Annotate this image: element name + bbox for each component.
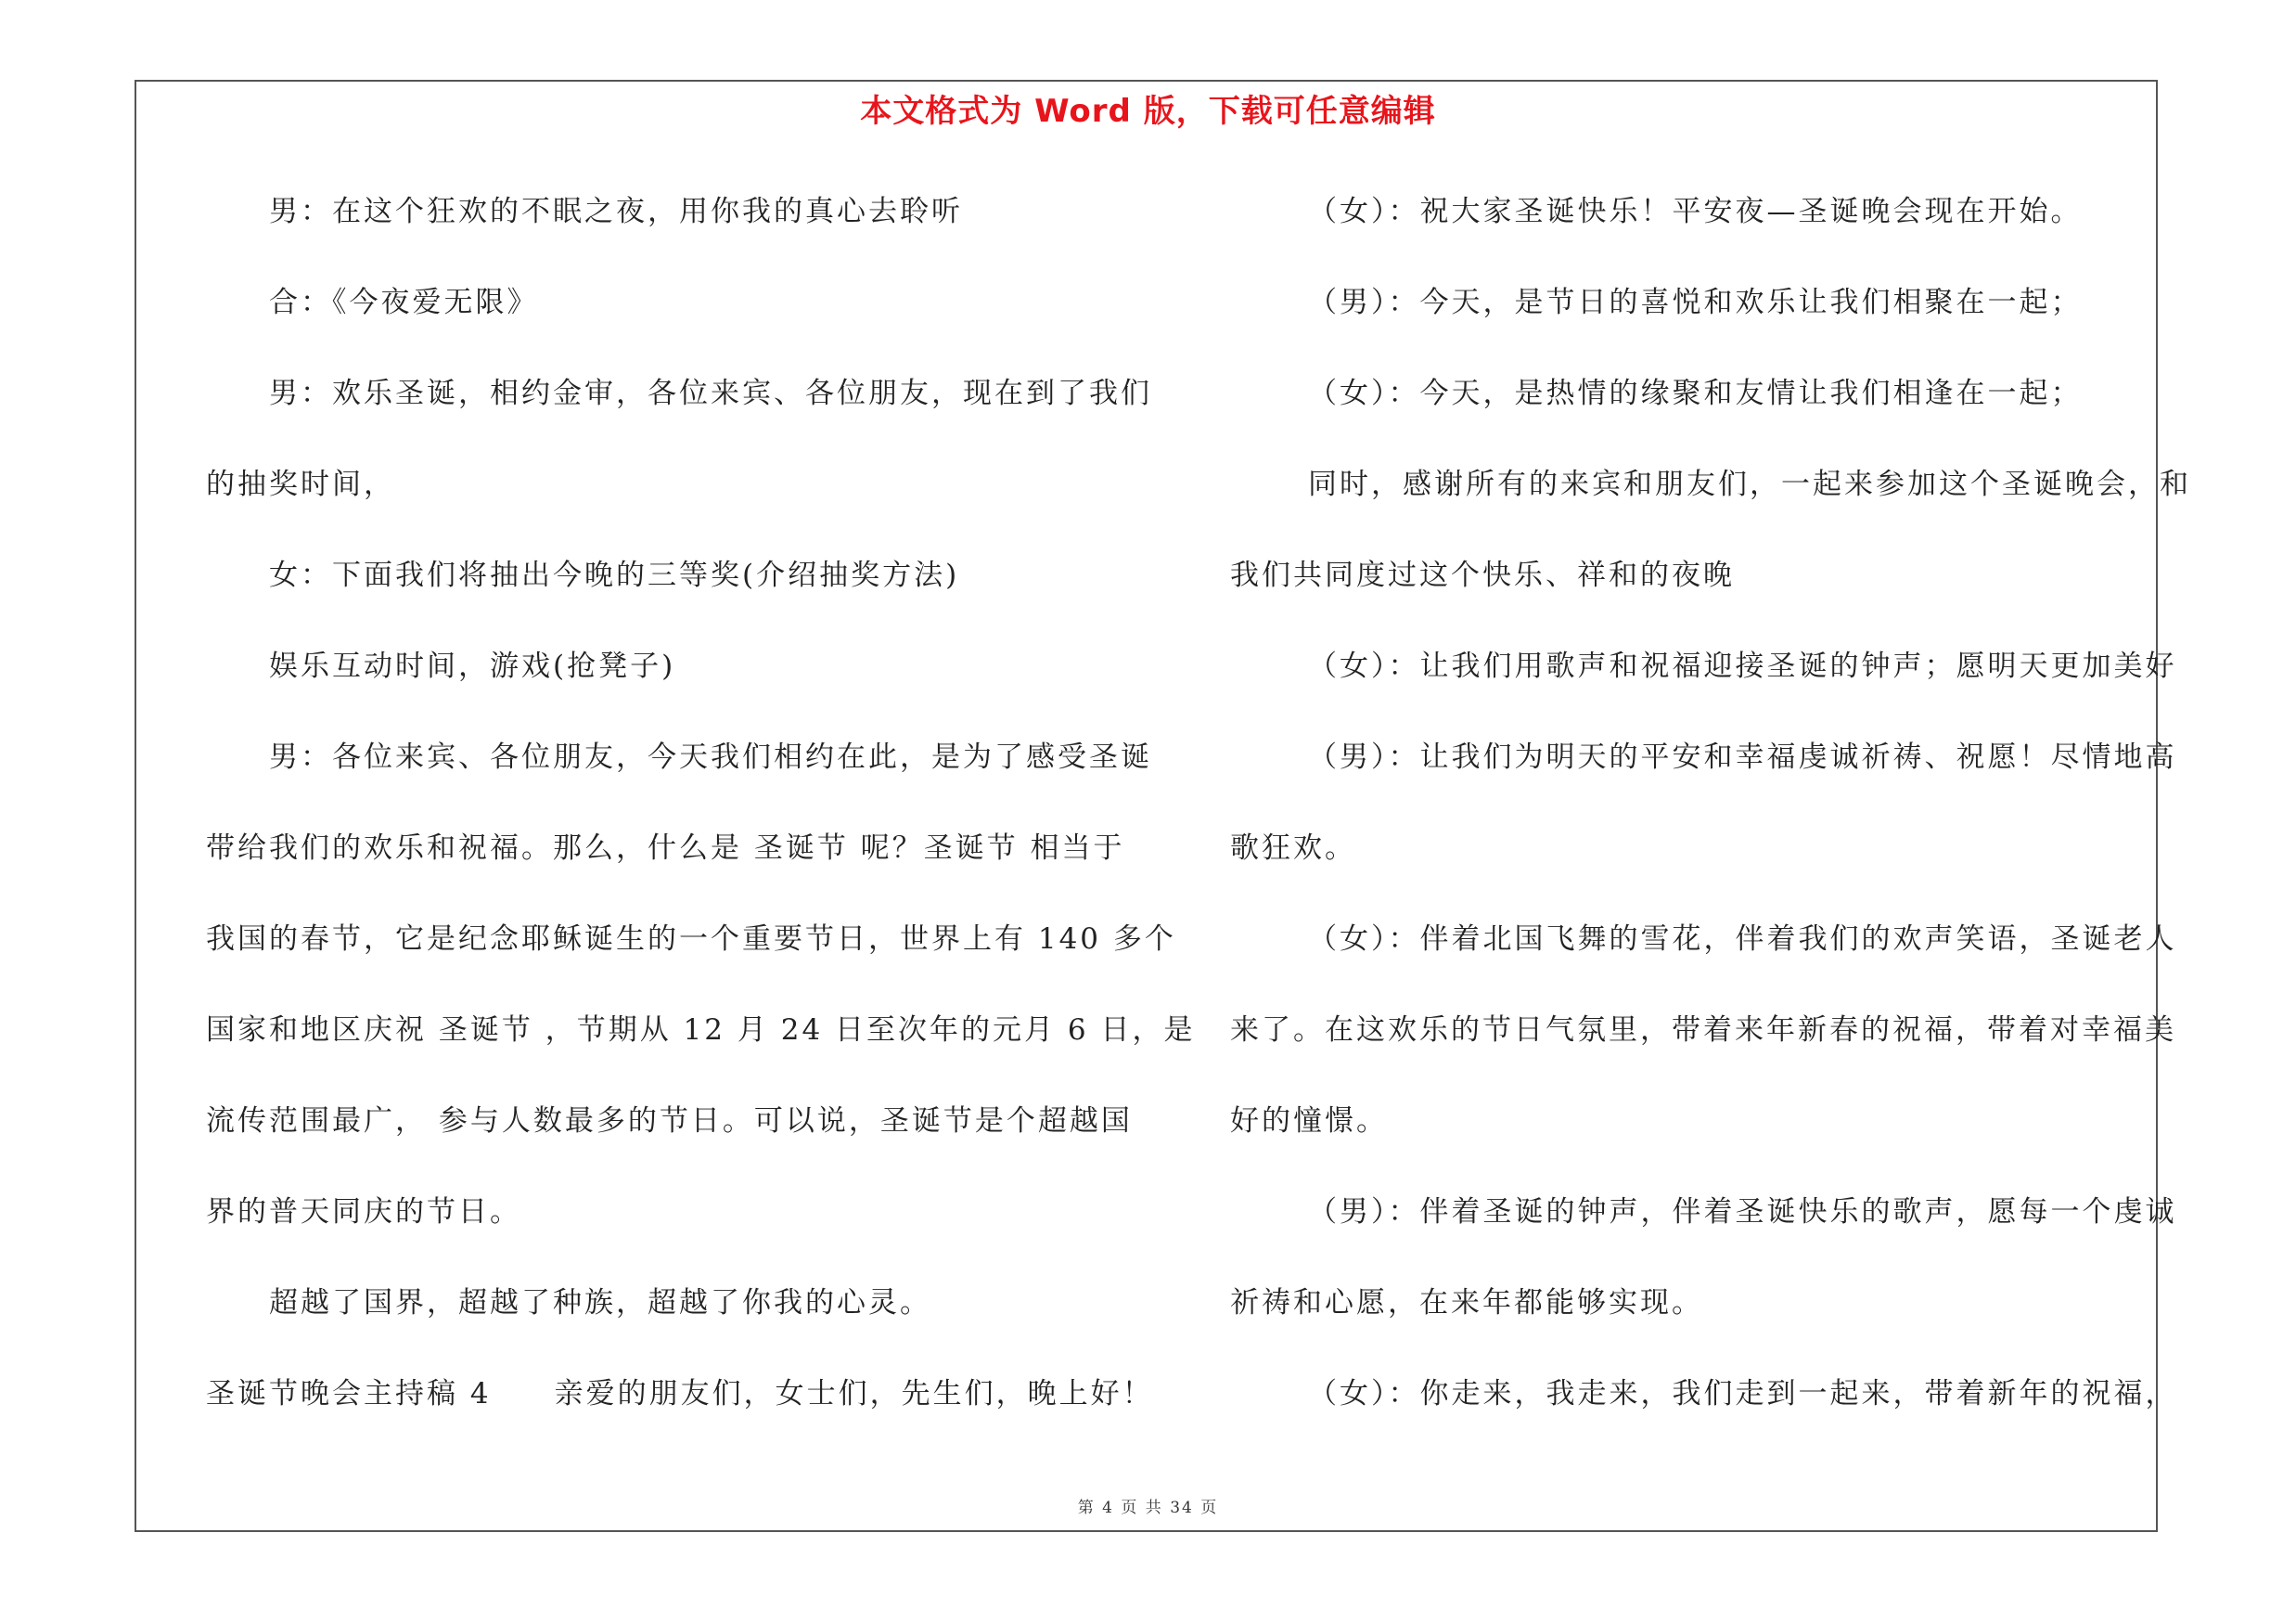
paragraph-line: 我国的春节，它是纪念耶稣诞生的一个重要节日，世界上有 140 多个 [206, 922, 1176, 956]
paragraph-line: （男）：今天，是节日的喜悦和欢乐让我们相聚在一起； [1308, 286, 2083, 319]
paragraph-line: 带给我们的欢乐和祝福。那么，什么是 圣诞节 呢？圣诞节 相当于 [206, 831, 1125, 865]
section-heading-line: 圣诞节晚会主持稿 4 亲爱的朋友们，女士们，先生们，晚上好！ [206, 1377, 1154, 1410]
right-column [1230, 181, 2191, 1454]
paragraph-line: （女）：今天，是热情的缘聚和友情让我们相逢在一起； [1308, 377, 2083, 410]
page-number: 第 4 页 共 34 页 [1077, 1499, 1219, 1517]
paragraph-line: 我们共同度过这个快乐、祥和的夜晚 [1230, 559, 1735, 592]
paragraph-line: （女）：伴着北国飞舞的雪花，伴着我们的欢声笑语，圣诞老人 [1308, 922, 2177, 956]
paragraph-line: 女：下面我们将抽出今晚的三等奖(介绍抽奖方法) [269, 559, 960, 592]
paragraph-line: 男：欢乐圣诞，相约金审，各位来宾、各位朋友，现在到了我们 [269, 377, 1152, 410]
paragraph-line: 男：各位来宾、各位朋友，今天我们相约在此，是为了感受圣诞 [269, 741, 1152, 774]
paragraph-line: 国家和地区庆祝 圣诞节 ，节期从 12 月 24 日至次年的元月 6 日，是 [206, 1013, 1196, 1047]
paragraph-line: （男）：伴着圣诞的钟声，伴着圣诞快乐的歌声，愿每一个虔诚 [1308, 1195, 2177, 1229]
paragraph-line: （女）：你走来，我走来，我们走到一起来，带着新年的祝福， [1308, 1377, 2177, 1410]
paragraph-line: 超越了国界，超越了种族，超越了你我的心灵。 [269, 1286, 931, 1320]
paragraph-line: 同时，感谢所有的来宾和朋友们，一起来参加这个圣诞晚会，和 [1308, 468, 2191, 501]
paragraph-line: 流传范围最广， 参与人数最多的节日。可以说，圣诞节是个超越国 [206, 1104, 1133, 1138]
paragraph-line: （女）：让我们用歌声和祝福迎接圣诞的钟声；愿明天更加美好 [1308, 650, 2177, 683]
paragraph-line: 娱乐互动时间，游戏(抢凳子) [269, 650, 676, 683]
paragraph-line: 来了。在这欢乐的节日气氛里，带着来年新春的祝福，带着对幸福美 [1230, 1013, 2176, 1047]
paragraph-line: （男）：让我们为明天的平安和幸福虔诚祈祷、祝愿！尽情地高 [1308, 741, 2177, 774]
paragraph-line: 歌狂欢。 [1230, 831, 1356, 865]
paragraph-line: 男：在这个狂欢的不眠之夜，用你我的真心去聆听 [269, 195, 963, 228]
format-banner: 本文格式为 Word 版，下载可任意编辑 [860, 93, 1436, 130]
left-column [206, 181, 1196, 1454]
paragraph-line: 界的普天同庆的节日。 [206, 1195, 521, 1229]
paragraph-line: 的抽奖时间， [206, 468, 395, 501]
paragraph-line: 合：《今夜爱无限》 [269, 286, 539, 319]
paragraph-line: （女）：祝大家圣诞快乐！平安夜—圣诞晚会现在开始。 [1308, 195, 2083, 228]
paragraph-line: 祈祷和心愿，在来年都能够实现。 [1230, 1286, 1703, 1320]
paragraph-line: 好的憧憬。 [1230, 1104, 1388, 1138]
